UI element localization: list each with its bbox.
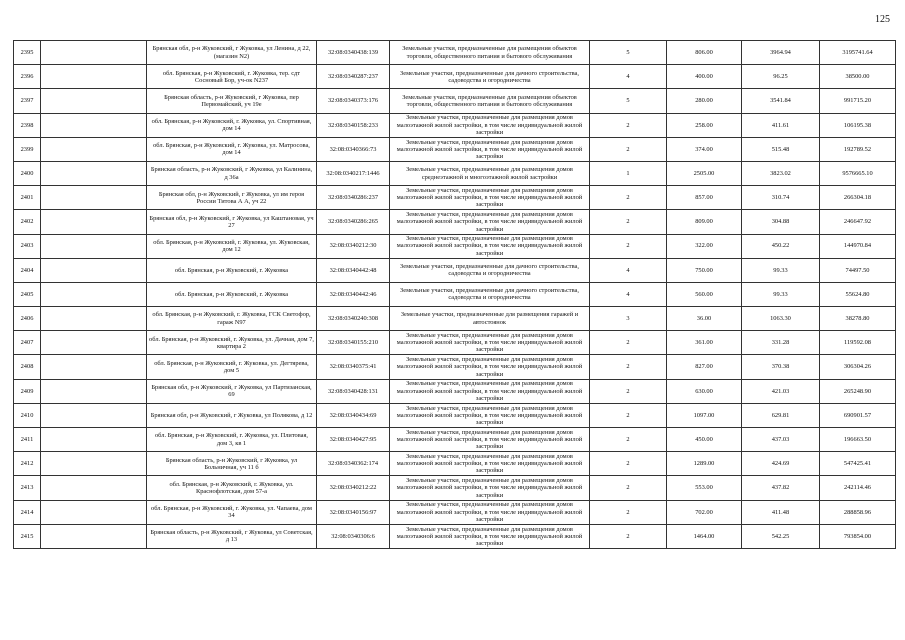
group-cell: 2 bbox=[590, 428, 667, 452]
spacer-cell bbox=[41, 89, 147, 113]
area-cell: 702.00 bbox=[667, 500, 742, 524]
row-number-cell: 2396 bbox=[14, 65, 41, 89]
group-cell: 2 bbox=[590, 234, 667, 258]
table-row bbox=[14, 282, 896, 306]
address-cell: обл. Брянская, р-н Жуковский, г. Жуковка, ул. Дегтярева, дом 5 bbox=[147, 355, 317, 379]
specific-value-cell: 310.74 bbox=[742, 186, 820, 210]
cadastral-number-cell: 32:08:0340373:176 bbox=[317, 89, 390, 113]
cadastral-value-cell: 265248.90 bbox=[820, 379, 896, 403]
spacer-cell bbox=[41, 258, 147, 282]
spacer-cell bbox=[41, 524, 147, 548]
cadastral-value-cell: 3195741.64 bbox=[820, 41, 896, 65]
group-cell: 5 bbox=[590, 41, 667, 65]
specific-value-cell: 437.03 bbox=[742, 428, 820, 452]
group-cell: 2 bbox=[590, 452, 667, 476]
spacer-cell bbox=[41, 137, 147, 161]
row-number-cell: 2414 bbox=[14, 500, 41, 524]
cadastral-number-cell: 32:08:0340442:48 bbox=[317, 258, 390, 282]
specific-value-cell: 450.22 bbox=[742, 234, 820, 258]
group-cell: 2 bbox=[590, 210, 667, 234]
cadastral-value-cell: 288858.96 bbox=[820, 500, 896, 524]
land-use-cell: Земельные участки, предназначенные для размещения домов малоэтажной жилой застройки, в том числе индивидуальной жилой застройки bbox=[390, 234, 590, 258]
table-row bbox=[14, 258, 896, 282]
land-use-cell: Земельные участки, предназначенные для размещения домов малоэтажной жилой застройки, в том числе индивидуальной жилой застройки bbox=[390, 379, 590, 403]
cadastral-value-cell: 266304.18 bbox=[820, 186, 896, 210]
spacer-cell bbox=[41, 282, 147, 306]
address-cell: Брянская обл, р-н Жуковский, г Жуковка, ул Каштановая, уч 27 bbox=[147, 210, 317, 234]
row-number-cell: 2407 bbox=[14, 331, 41, 355]
area-cell: 450.00 bbox=[667, 428, 742, 452]
cadastral-value-cell: 306304.26 bbox=[820, 355, 896, 379]
row-number-cell: 2410 bbox=[14, 403, 41, 427]
spacer-cell bbox=[41, 452, 147, 476]
specific-value-cell: 331.28 bbox=[742, 331, 820, 355]
cadastral-number-cell: 32:08:0340438:139 bbox=[317, 41, 390, 65]
address-cell: Брянская область, р-н Жуковский, г Жуковка, ул Больничная, уч 11 б bbox=[147, 452, 317, 476]
spacer-cell bbox=[41, 379, 147, 403]
row-number-cell: 2408 bbox=[14, 355, 41, 379]
spacer-cell bbox=[41, 234, 147, 258]
address-cell: Брянская обл, р-н Жуковский, г Жуковка, ул Полякова, д 12 bbox=[147, 403, 317, 427]
row-number-cell: 2412 bbox=[14, 452, 41, 476]
cadastral-number-cell: 32:08:0340212:30 bbox=[317, 234, 390, 258]
cadastral-value-cell: 38500.00 bbox=[820, 65, 896, 89]
specific-value-cell: 421.03 bbox=[742, 379, 820, 403]
spacer-cell bbox=[41, 186, 147, 210]
row-number-cell: 2415 bbox=[14, 524, 41, 548]
cadastral-number-cell: 32:08:0340286:237 bbox=[317, 186, 390, 210]
area-cell: 2505.00 bbox=[667, 161, 742, 185]
spacer-cell bbox=[41, 331, 147, 355]
table-row bbox=[14, 476, 896, 500]
spacer-cell bbox=[41, 65, 147, 89]
table-row bbox=[14, 307, 896, 331]
specific-value-cell: 629.81 bbox=[742, 403, 820, 427]
cadastral-number-cell: 32:08:0340427:95 bbox=[317, 428, 390, 452]
spacer-cell bbox=[41, 41, 147, 65]
cadastral-value-cell: 106195.38 bbox=[820, 113, 896, 137]
area-cell: 1289.00 bbox=[667, 452, 742, 476]
area-cell: 630.00 bbox=[667, 379, 742, 403]
table-row bbox=[14, 234, 896, 258]
group-cell: 1 bbox=[590, 161, 667, 185]
address-cell: обл. Брянская, р-н Жуковский, г. Жуковка, ул. Дачная, дом 7, квартира 2 bbox=[147, 331, 317, 355]
area-cell: 827.00 bbox=[667, 355, 742, 379]
specific-value-cell: 515.48 bbox=[742, 137, 820, 161]
cadastral-number-cell: 32:08:0340286:265 bbox=[317, 210, 390, 234]
land-use-cell: Земельные участки, предназначенные для размещения домов малоэтажной жилой застройки, в том числе индивидуальной жилой застройки bbox=[390, 500, 590, 524]
land-use-cell: Земельные участки, предназначенные для размещения домов малоэтажной жилой застройки, в том числе индивидуальной жилой застройки bbox=[390, 524, 590, 548]
address-cell: обл. Брянская, р-н Жуковский, г. Жуковка bbox=[147, 282, 317, 306]
cadastral-value-cell: 55624.80 bbox=[820, 282, 896, 306]
cadastral-value-cell: 9576665.10 bbox=[820, 161, 896, 185]
table-row bbox=[14, 500, 896, 524]
address-cell: Брянская область, р-н Жуковский, г Жуковка, ул Калинина, д 36а bbox=[147, 161, 317, 185]
land-use-cell: Земельные участки, предназначенные для размещения домов среднеэтажной и многоэтажной жилой застройки bbox=[390, 161, 590, 185]
row-number-cell: 2401 bbox=[14, 186, 41, 210]
row-number-cell: 2395 bbox=[14, 41, 41, 65]
land-use-cell: Земельные участки, предназначенные для дачного строительства, садоводства и огородничества bbox=[390, 65, 590, 89]
area-cell: 400.00 bbox=[667, 65, 742, 89]
row-number-cell: 2402 bbox=[14, 210, 41, 234]
address-cell: Брянская обл, р-н Жуковский, г Жуковка, ул Партизанская, 69 bbox=[147, 379, 317, 403]
specific-value-cell: 542.25 bbox=[742, 524, 820, 548]
specific-value-cell: 3823.02 bbox=[742, 161, 820, 185]
spacer-cell bbox=[41, 113, 147, 137]
row-number-cell: 2409 bbox=[14, 379, 41, 403]
row-number-cell: 2405 bbox=[14, 282, 41, 306]
spacer-cell bbox=[41, 500, 147, 524]
table-row bbox=[14, 210, 896, 234]
cadastral-number-cell: 32:08:0340158:233 bbox=[317, 113, 390, 137]
group-cell: 2 bbox=[590, 379, 667, 403]
group-cell: 2 bbox=[590, 524, 667, 548]
spacer-cell bbox=[41, 307, 147, 331]
land-use-cell: Земельные участки, предназначенные для размещения домов малоэтажной жилой застройки, в том числе индивидуальной жилой застройки bbox=[390, 428, 590, 452]
specific-value-cell: 99.33 bbox=[742, 258, 820, 282]
land-use-cell: Земельные участки, предназначенные для размещения гаражей и автостоянок bbox=[390, 307, 590, 331]
area-cell: 857.00 bbox=[667, 186, 742, 210]
specific-value-cell: 411.61 bbox=[742, 113, 820, 137]
page-number: 125 bbox=[875, 14, 890, 25]
spacer-cell bbox=[41, 355, 147, 379]
area-cell: 560.00 bbox=[667, 282, 742, 306]
address-cell: обл. Брянская, р-н Жуковский, г. Жуковка, ул. Плитовая, дом 3, кв 1 bbox=[147, 428, 317, 452]
cadastral-value-cell: 38278.80 bbox=[820, 307, 896, 331]
specific-value-cell: 3964.94 bbox=[742, 41, 820, 65]
address-cell: Брянская область, р-н Жуковский, г Жуковка, ул Советская, д 13 bbox=[147, 524, 317, 548]
group-cell: 5 bbox=[590, 89, 667, 113]
row-number-cell: 2403 bbox=[14, 234, 41, 258]
cadastral-number-cell: 32:08:0340375:41 bbox=[317, 355, 390, 379]
specific-value-cell: 411.48 bbox=[742, 500, 820, 524]
cadastral-value-cell: 242114.46 bbox=[820, 476, 896, 500]
cadastral-number-cell: 32:08:0340155:210 bbox=[317, 331, 390, 355]
table-row bbox=[14, 161, 896, 185]
cadastral-value-cell: 74497.50 bbox=[820, 258, 896, 282]
group-cell: 4 bbox=[590, 282, 667, 306]
area-cell: 361.00 bbox=[667, 331, 742, 355]
land-use-cell: Земельные участки, предназначенные для размещения домов малоэтажной жилой застройки, в том числе индивидуальной жилой застройки bbox=[390, 186, 590, 210]
cadastral-number-cell: 32:08:0340306:6 bbox=[317, 524, 390, 548]
group-cell: 2 bbox=[590, 137, 667, 161]
cadastral-number-cell: 32:08:0340362:174 bbox=[317, 452, 390, 476]
address-cell: обл. Брянская, р-н Жуковский, г. Жуковка bbox=[147, 258, 317, 282]
address-cell: обл. Брянская, р-н Жуковский, г. Жуковка, ул. Жуковская, дом 12 bbox=[147, 234, 317, 258]
land-use-cell: Земельные участки, предназначенные для размещения объектов торговли, общественного питания и бытового обслуживания bbox=[390, 89, 590, 113]
specific-value-cell: 424.69 bbox=[742, 452, 820, 476]
group-cell: 4 bbox=[590, 258, 667, 282]
table-row bbox=[14, 331, 896, 355]
spacer-cell bbox=[41, 210, 147, 234]
table-row bbox=[14, 452, 896, 476]
address-cell: обл. Брянская, р-н Жуковский, г. Жуковка, ГСК Светофор, гараж N97 bbox=[147, 307, 317, 331]
address-cell: обл. Брянская, р-н Жуковский, г. Жуковка, ул. Краснофлотская, дом 57-а bbox=[147, 476, 317, 500]
spacer-cell bbox=[41, 161, 147, 185]
land-use-cell: Земельные участки, предназначенные для дачного строительства, садоводства и огородничества bbox=[390, 282, 590, 306]
group-cell: 2 bbox=[590, 500, 667, 524]
cadastral-value-cell: 793854.00 bbox=[820, 524, 896, 548]
land-use-cell: Земельные участки, предназначенные для размещения домов малоэтажной жилой застройки, в том числе индивидуальной жилой застройки bbox=[390, 113, 590, 137]
table-row bbox=[14, 113, 896, 137]
area-cell: 258.00 bbox=[667, 113, 742, 137]
spacer-cell bbox=[41, 403, 147, 427]
address-cell: обл. Брянская, р-н Жуковский, г. Жуковка, ул. Матросова, дом 14 bbox=[147, 137, 317, 161]
cadastral-number-cell: 32:08:0340442:46 bbox=[317, 282, 390, 306]
group-cell: 2 bbox=[590, 476, 667, 500]
table-row bbox=[14, 137, 896, 161]
cadastral-value-cell: 690901.57 bbox=[820, 403, 896, 427]
spacer-cell bbox=[41, 428, 147, 452]
row-number-cell: 2413 bbox=[14, 476, 41, 500]
cadastral-value-cell: 246647.92 bbox=[820, 210, 896, 234]
cadastral-value-cell: 119592.08 bbox=[820, 331, 896, 355]
row-number-cell: 2397 bbox=[14, 89, 41, 113]
group-cell: 2 bbox=[590, 355, 667, 379]
area-cell: 280.00 bbox=[667, 89, 742, 113]
land-use-cell: Земельные участки, предназначенные для размещения домов малоэтажной жилой застройки, в том числе индивидуальной жилой застройки bbox=[390, 355, 590, 379]
group-cell: 4 bbox=[590, 65, 667, 89]
cadastral-number-cell: 32:08:0340434:69 bbox=[317, 403, 390, 427]
cadastral-number-cell: 32:08:0340428:131 bbox=[317, 379, 390, 403]
specific-value-cell: 96.25 bbox=[742, 65, 820, 89]
specific-value-cell: 304.88 bbox=[742, 210, 820, 234]
table-row bbox=[14, 65, 896, 89]
land-use-cell: Земельные участки, предназначенные для размещения домов малоэтажной жилой застройки, в том числе индивидуальной жилой застройки bbox=[390, 137, 590, 161]
cadastral-number-cell: 32:08:0340240:308 bbox=[317, 307, 390, 331]
area-cell: 750.00 bbox=[667, 258, 742, 282]
address-cell: Брянская обл, р-н Жуковский, г Жуковка, ул Ленина, д 22, (магазин N2) bbox=[147, 41, 317, 65]
address-cell: Брянская область, р-н Жуковский, г Жуковка, пер Первомайский, уч 19е bbox=[147, 89, 317, 113]
cadastral-number-cell: 32:08:0340212:22 bbox=[317, 476, 390, 500]
address-cell: обл. Брянская, р-н Жуковский, г. Жуковка, ул. Чапаева, дом 34 bbox=[147, 500, 317, 524]
cadastral-value-cell: 547425.41 bbox=[820, 452, 896, 476]
cadastral-value-cell: 196663.50 bbox=[820, 428, 896, 452]
area-cell: 36.00 bbox=[667, 307, 742, 331]
group-cell: 3 bbox=[590, 307, 667, 331]
row-number-cell: 2398 bbox=[14, 113, 41, 137]
specific-value-cell: 1063.30 bbox=[742, 307, 820, 331]
land-use-cell: Земельные участки, предназначенные для дачного строительства, садоводства и огородничества bbox=[390, 258, 590, 282]
cadastral-value-cell: 991715.20 bbox=[820, 89, 896, 113]
group-cell: 2 bbox=[590, 113, 667, 137]
land-use-cell: Земельные участки, предназначенные для размещения объектов торговли, общественного питания и бытового обслуживания bbox=[390, 41, 590, 65]
row-number-cell: 2411 bbox=[14, 428, 41, 452]
land-use-cell: Земельные участки, предназначенные для размещения домов малоэтажной жилой застройки, в том числе индивидуальной жилой застройки bbox=[390, 452, 590, 476]
table-row bbox=[14, 428, 896, 452]
specific-value-cell: 99.33 bbox=[742, 282, 820, 306]
land-use-cell: Земельные участки, предназначенные для размещения домов малоэтажной жилой застройки, в том числе индивидуальной жилой застройки bbox=[390, 331, 590, 355]
table-row bbox=[14, 41, 896, 65]
area-cell: 553.00 bbox=[667, 476, 742, 500]
address-cell: обл. Брянская, р-н Жуковский, г. Жуковка, тер. сдт Сосновый Бор, уч-ок N237 bbox=[147, 65, 317, 89]
land-use-cell: Земельные участки, предназначенные для размещения домов малоэтажной жилой застройки, в том числе индивидуальной жилой застройки bbox=[390, 210, 590, 234]
specific-value-cell: 3541.84 bbox=[742, 89, 820, 113]
table-row bbox=[14, 403, 896, 427]
area-cell: 374.00 bbox=[667, 137, 742, 161]
cadastral-number-cell: 32:08:0340366:73 bbox=[317, 137, 390, 161]
table-row bbox=[14, 89, 896, 113]
table-row bbox=[14, 355, 896, 379]
table-row bbox=[14, 524, 896, 548]
row-number-cell: 2400 bbox=[14, 161, 41, 185]
table-row bbox=[14, 379, 896, 403]
address-cell: обл. Брянская, р-н Жуковский, г. Жуковка, ул. Спортивная, дом 14 bbox=[147, 113, 317, 137]
area-cell: 322.00 bbox=[667, 234, 742, 258]
specific-value-cell: 370.38 bbox=[742, 355, 820, 379]
table-body bbox=[14, 41, 896, 549]
group-cell: 2 bbox=[590, 331, 667, 355]
row-number-cell: 2399 bbox=[14, 137, 41, 161]
area-cell: 806.00 bbox=[667, 41, 742, 65]
cadastral-number-cell: 32:08:0340217:1446 bbox=[317, 161, 390, 185]
cadastral-number-cell: 32:08:0340156:97 bbox=[317, 500, 390, 524]
group-cell: 2 bbox=[590, 403, 667, 427]
spacer-cell bbox=[41, 476, 147, 500]
group-cell: 2 bbox=[590, 186, 667, 210]
specific-value-cell: 437.82 bbox=[742, 476, 820, 500]
land-use-cell: Земельные участки, предназначенные для размещения домов малоэтажной жилой застройки, в том числе индивидуальной жилой застройки bbox=[390, 403, 590, 427]
land-use-cell: Земельные участки, предназначенные для размещения домов малоэтажной жилой застройки, в том числе индивидуальной жилой застройки bbox=[390, 476, 590, 500]
row-number-cell: 2406 bbox=[14, 307, 41, 331]
area-cell: 1097.00 bbox=[667, 403, 742, 427]
cadastral-value-cell: 192789.52 bbox=[820, 137, 896, 161]
address-cell: Брянская обл, р-н Жуковский, г Жуковка, ул им героя России Титова А А, уч 22 bbox=[147, 186, 317, 210]
area-cell: 1464.00 bbox=[667, 524, 742, 548]
table-row bbox=[14, 186, 896, 210]
cadastral-number-cell: 32:08:0340287:237 bbox=[317, 65, 390, 89]
cadastral-value-table bbox=[13, 40, 896, 549]
area-cell: 809.00 bbox=[667, 210, 742, 234]
cadastral-value-cell: 144970.84 bbox=[820, 234, 896, 258]
row-number-cell: 2404 bbox=[14, 258, 41, 282]
